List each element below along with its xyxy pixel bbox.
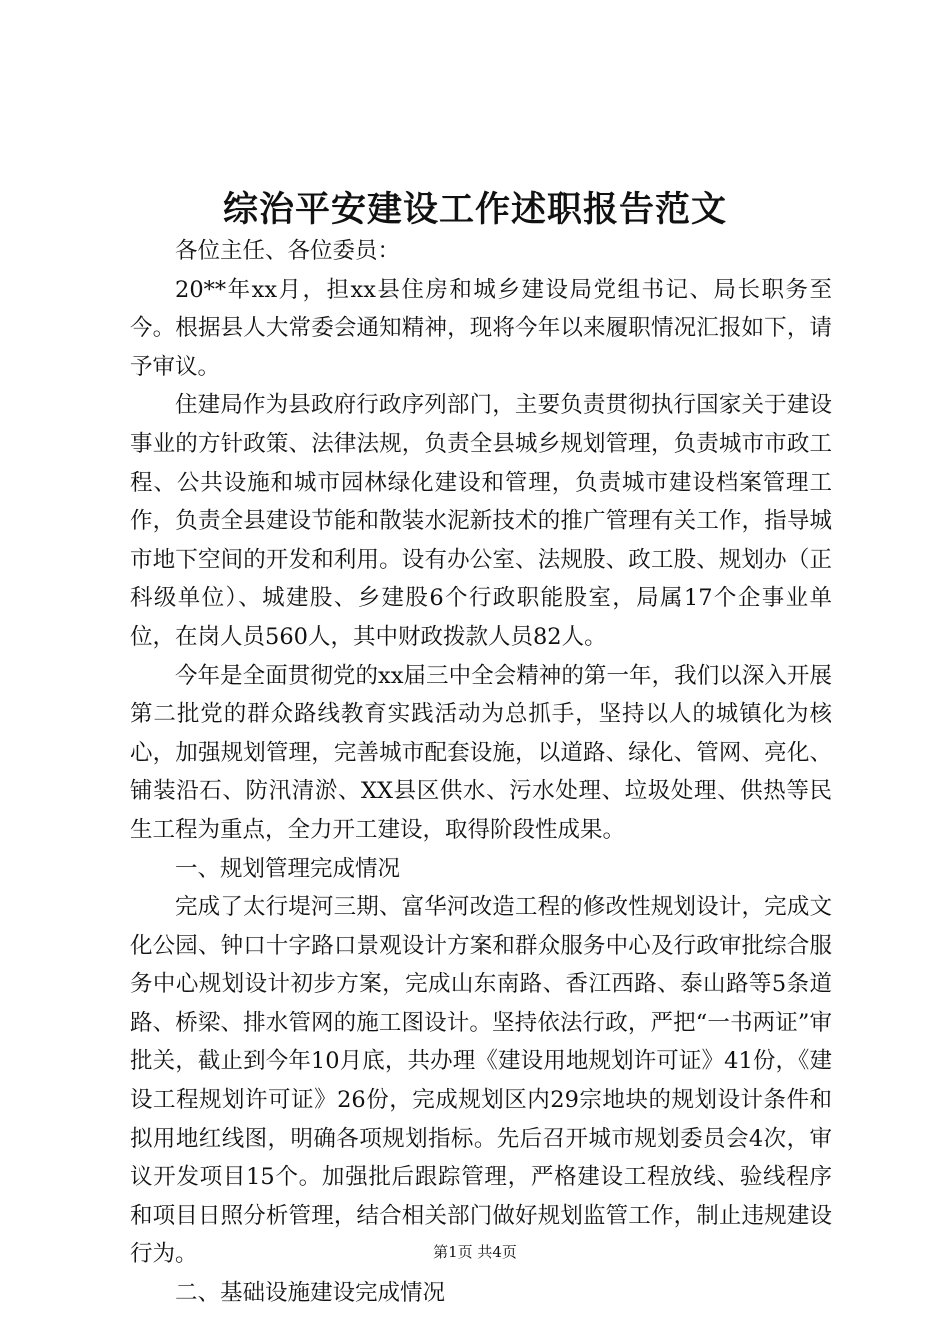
section-heading-infrastructure: 二、基础设施建设完成情况 (175, 1280, 446, 1307)
section-heading-planning: 一、规划管理完成情况 (175, 855, 401, 882)
page-footer: 第1页 共4页 (433, 1243, 517, 1261)
document-title: 综治平安建设工作述职报告范文 (222, 189, 727, 230)
planning-paragraph: 完成了太行堤河三期、富华河改造工程的修改性规划设计，完成文化公园、钟口十字路口景观设计方案和群众服务中心及行政审批综合服务中心规划设计初步方案，完成山东南路、香江西路、泰山路等5条道路、桥梁、排水管网的施工图设计。坚持依法行政，严把“一书两证”审批关，截止到今年10月底，共办理《建设用地规划许可证》41份，《建设工程规划许可证》26份，完成规划区内29宗地块的规划设计条件和拟用地红线图，明确各项规划指标。先后召开城市规划委员会4次，审议开发项目15个。加强批后跟踪管理，严格建设工程放线、验线程序和项目日照分析管理，结合相关部门做好规划监管工作，制止违规建设行为。 (130, 894, 832, 1268)
responsibilities-paragraph: 住建局作为县政府行政序列部门，主要负责贯彻执行国家关于建设事业的方针政策、法律法规，负责全县城乡规划管理，负责城市市政工程、公共设施和城市园林绿化建设和管理，负责城市建设档案管理工作，负责全县建设节能和散装水泥新技术的推广管理有关工作，指导城市地下空间的开发和利用。设有办公室、法规股、政工股、规划办（正科级单位）、城建股、乡建股6个行政职能股室，局属17个企事业单位，在岗人员560人，其中财政拨款人员82人。 (130, 392, 832, 650)
salutation-paragraph: 各位主任、各位委员： (175, 238, 401, 264)
overview-paragraph: 今年是全面贯彻党的xx届三中全会精神的第一年，我们以深入开展第二批党的群众路线教育实践活动为总抓手，坚持以人的城镇化为核心，加强规划管理，完善城市配套设施，以道路、绿化、管网、亮化、铺装沿石、防汛清淤、XX县区供水、污水处理、垃圾处理、供热等民生工程为重点，全力开工建设，取得阶段性成果。 (130, 662, 832, 843)
document-body (130, 232, 832, 1313)
intro-paragraph: 20**年xx月，担xx县住房和城乡建设局党组书记、局长职务至今。根据县人大常委会通知精神，现将今年以来履职情况汇报如下，请予审议。 (130, 276, 832, 380)
